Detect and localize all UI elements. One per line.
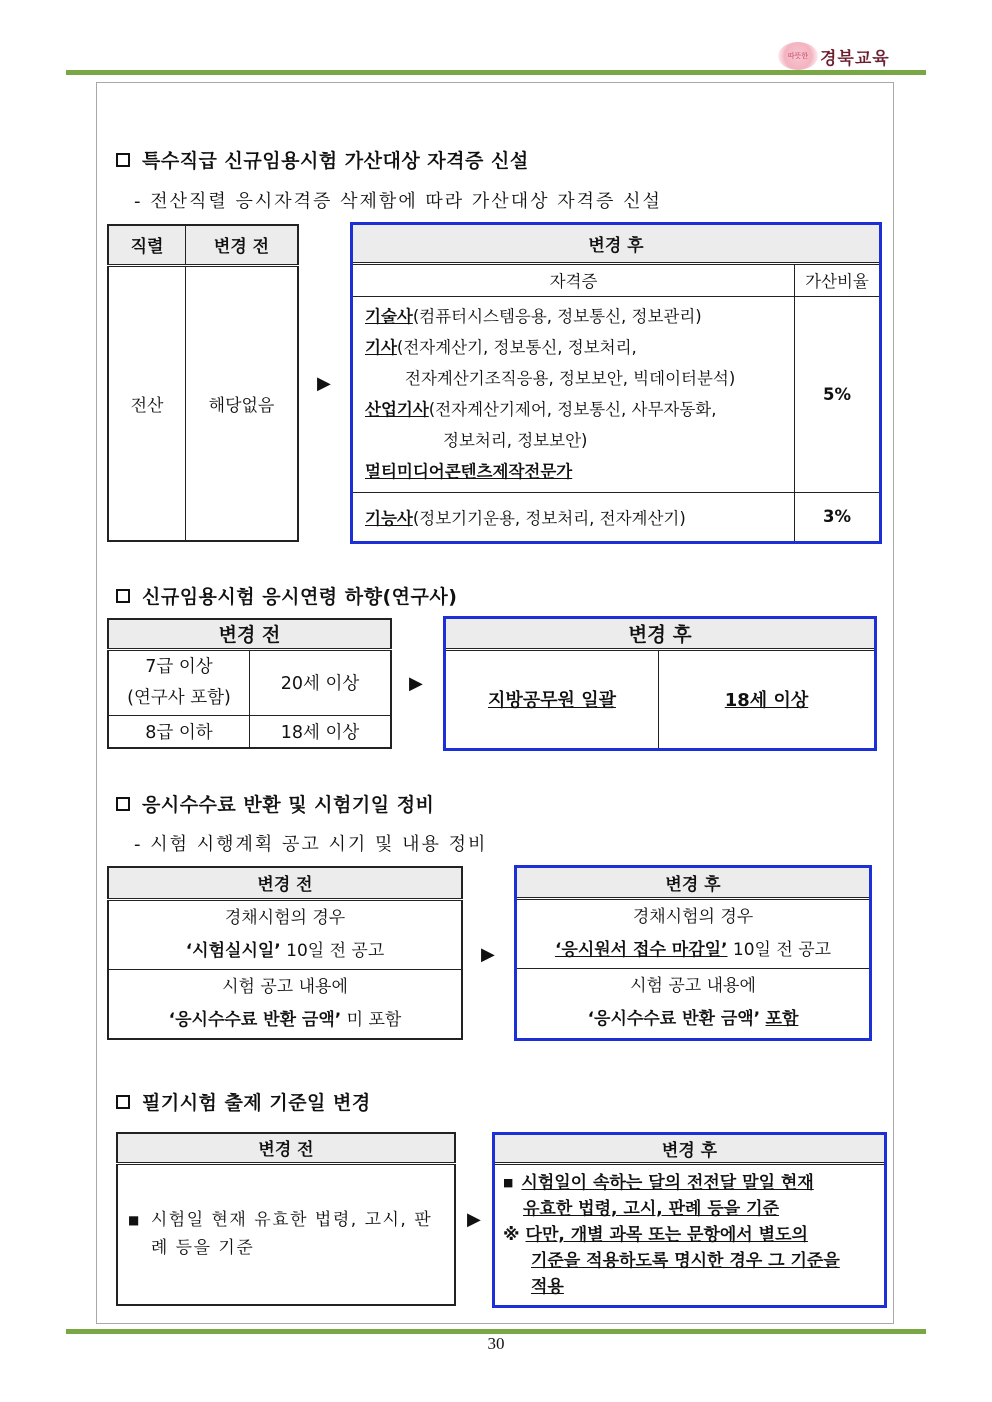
square-bullet-icon: ■ — [503, 1175, 514, 1189]
s4-after-title: 변경 후 — [495, 1135, 884, 1163]
s4-before-text: 시험일 현재 유효한 법령, 고시, 판례 등을 기준 — [150, 1210, 433, 1259]
s2-after-scope: 지방공무원 일괄 — [446, 649, 659, 748]
s2-before-grade-7 — [108, 649, 250, 715]
s3-after-title: 변경 후 — [517, 868, 869, 898]
checkbox-square-icon — [116, 1095, 130, 1109]
s4-after-table — [495, 1135, 884, 1305]
s1-after-header-cert: 자격증 — [353, 263, 795, 296]
gyeongbuk-education-logo — [778, 40, 890, 72]
s4-before-title: 변경 전 — [117, 1133, 455, 1163]
s1-after-table — [353, 225, 879, 541]
grade-7-note: (연구사 포함) — [127, 687, 231, 708]
s1-after-rate-5: 5% — [795, 296, 880, 492]
page-number: 30 — [487, 1334, 505, 1353]
s3-after-row1 — [517, 898, 869, 968]
s1-before-header-change: 변경 전 — [186, 225, 299, 265]
checkbox-square-icon — [116, 797, 130, 811]
arrow-right-icon: ▶ — [317, 373, 331, 394]
logo-text: 경북교육 — [820, 48, 890, 69]
s1-before-value: 해당없음 — [186, 265, 299, 541]
section4-heading — [116, 1088, 371, 1115]
s3-after-r1-bold: ‘응시원서 접수 마감일’ — [554, 939, 728, 960]
logo-small-text: 따뜻한 — [787, 52, 809, 60]
s4-after-line1: 시험일이 속하는 달의 전전달 말일 현재 — [521, 1172, 814, 1193]
s1-after-rate-3: 3% — [795, 492, 880, 541]
s3-after-row2 — [517, 968, 869, 1038]
s3-before-r2-rest: 미 포함 — [341, 1009, 402, 1030]
s3-before-row1 — [108, 899, 462, 969]
s3-before-r1-rest: 10일 전 공고 — [280, 940, 385, 961]
s3-before-title: 변경 전 — [108, 867, 462, 899]
section4-title: 필기시험 출제 기준일 변경 — [142, 1092, 371, 1114]
cert-engineer-professional: 기술사 — [365, 307, 413, 326]
section3-title: 응시수수료 반환 및 시험기일 정비 — [142, 794, 435, 816]
s4-after-body — [495, 1163, 884, 1305]
s2-before-age-18: 18세 이상 — [250, 715, 392, 748]
s3-before-table — [107, 866, 463, 1040]
s3-after-r2-line1: 시험 공고 내용에 — [630, 976, 756, 997]
section1-title: 특수직급 신규임용시험 가산대상 자격증 신설 — [142, 150, 529, 172]
section1-subtitle: - 전산직렬 응시자격증 삭제함에 따라 가산대상 자격증 신설 — [134, 191, 662, 212]
s2-before-age-20: 20세 이상 — [250, 649, 392, 715]
cert-engineer-professional-fields: (컴퓨터시스템응용, 정보통신, 정보관리) — [412, 307, 702, 326]
header-divider — [66, 70, 926, 75]
cert-multimedia-content: 멀티미디어콘텐츠제작전문가 — [365, 462, 573, 481]
s3-after-table — [517, 868, 869, 1038]
s3-after-r1-rest: 10일 전 공고 — [727, 939, 832, 960]
s1-after-header-rate: 가산비율 — [795, 263, 880, 296]
reference-mark-icon: ※ — [503, 1224, 520, 1245]
s4-after-line4: 기준을 적용하도록 명시한 경우 그 기준을 — [531, 1250, 840, 1271]
cert-industrial-engineer-fields: (전자계산기제어, 정보통신, 사무자동화, — [428, 400, 717, 419]
s3-before-row2 — [108, 969, 462, 1039]
s3-before-r1-line1: 경채시험의 경우 — [224, 907, 346, 928]
cert-craftsman-fields: (정보기기운용, 정보처리, 전자계산기) — [412, 508, 686, 528]
cert-industrial-engineer-fields-cont: 정보처리, 정보보안) — [443, 431, 588, 450]
s2-before-table — [107, 618, 392, 749]
s1-after-cert-list — [353, 296, 795, 492]
cert-industrial-engineer: 산업기사 — [365, 400, 429, 419]
s2-before-title: 변경 전 — [108, 619, 391, 649]
arrow-right-icon: ▶ — [467, 1209, 481, 1230]
s4-after-line2: 유효한 법령, 고시, 판례 등을 기준 — [523, 1198, 779, 1219]
grade-7-text: 7급 이상 — [145, 656, 213, 677]
checkbox-square-icon — [116, 589, 130, 603]
s4-before-body — [117, 1163, 455, 1305]
s3-after-r2-bold: ‘응시수수료 반환 금액’ — [587, 1009, 761, 1030]
logo-seal — [778, 42, 818, 70]
arrow-right-icon: ▶ — [409, 673, 423, 694]
section2-heading — [116, 582, 457, 609]
section2-title: 신규임용시험 응시연령 하향(연구사) — [142, 586, 458, 608]
s2-after-age: 18세 이상 — [659, 649, 875, 748]
s1-before-series: 전산 — [108, 265, 186, 541]
s3-before-r1-bold: ‘시험실시일’ — [185, 940, 281, 961]
s1-after-title: 변경 후 — [353, 225, 879, 263]
s2-after-table — [446, 619, 874, 748]
arrow-right-icon: ▶ — [481, 944, 495, 965]
s2-before-grade-8: 8급 이하 — [108, 715, 250, 748]
cert-craftsman: 기능사 — [365, 508, 413, 528]
s1-before-table — [107, 224, 299, 542]
s4-before-table — [116, 1132, 456, 1306]
s4-after-line5: 적용 — [531, 1276, 564, 1297]
s3-before-r2-line1: 시험 공고 내용에 — [222, 976, 348, 997]
cert-engineer: 기사 — [365, 338, 397, 357]
cert-engineer-fields-cont: 전자계산기조직응용, 정보보안, 빅데이터분석) — [405, 369, 736, 388]
s1-before-header-series: 직렬 — [108, 225, 186, 265]
cert-engineer-fields: (전자계산기, 정보통신, 정보처리, — [396, 338, 637, 357]
s3-after-r2-included: 포함 — [765, 1009, 799, 1030]
s1-after-craftsman — [353, 492, 795, 541]
s3-before-r2-bold: ‘응시수수료 반환 금액’ — [168, 1009, 342, 1030]
section3-heading — [116, 790, 434, 817]
s3-after-r1-line1: 경채시험의 경우 — [632, 906, 754, 927]
section3-subtitle: - 시험 시행계획 공고 시기 및 내용 정비 — [134, 834, 488, 855]
checkbox-square-icon — [116, 153, 130, 167]
section1-heading — [116, 146, 529, 173]
s4-after-line3: 다만, 개별 과목 또는 문항에서 별도의 — [525, 1224, 808, 1245]
square-bullet-icon: ■ — [128, 1213, 141, 1228]
s2-after-title: 변경 후 — [446, 619, 874, 649]
